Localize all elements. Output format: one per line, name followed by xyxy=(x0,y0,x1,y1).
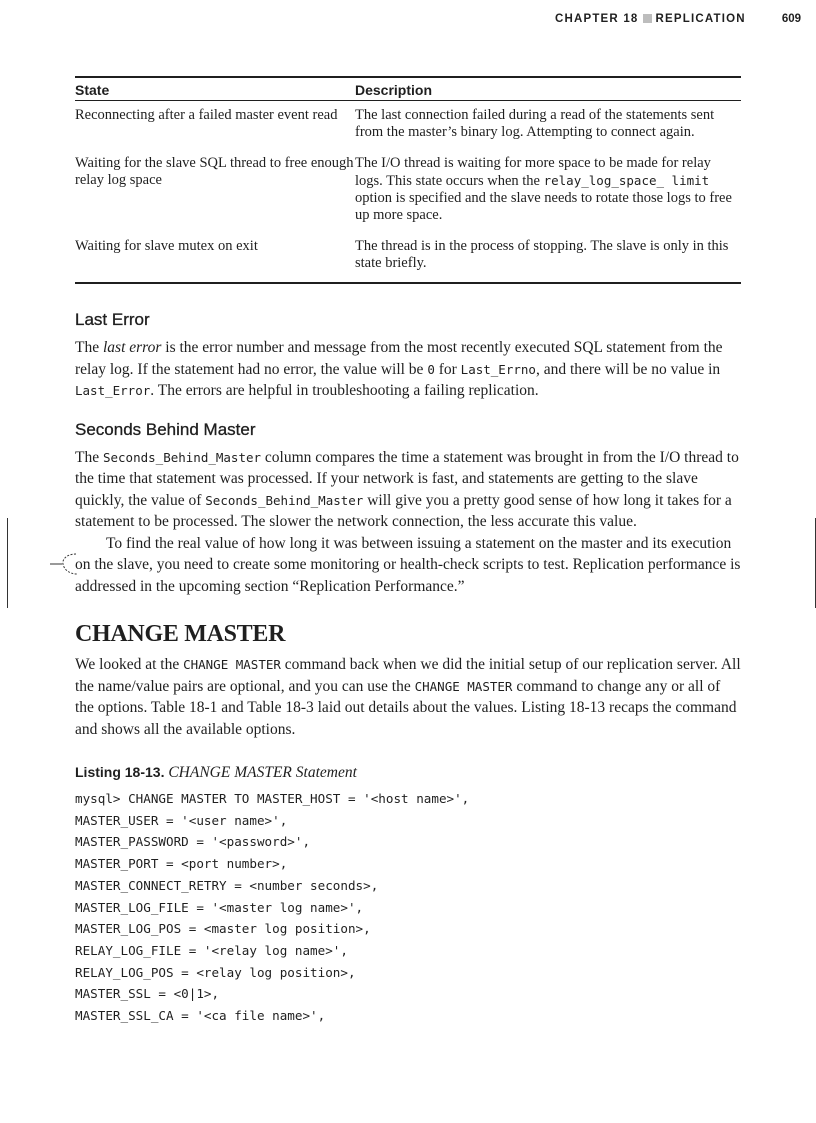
page-number: 609 xyxy=(781,13,801,25)
code-line: MASTER_LOG_FILE = '<master log name>', xyxy=(75,899,364,915)
listing-label: Listing 18-13. xyxy=(75,764,165,780)
code-line: MASTER_SSL = <0|1>, xyxy=(75,986,220,1002)
seconds-behind-paragraph: The Seconds_Behind_Master column compares the time a statement was brought in from the I/O thread to the time that statement was processed. If your network is fast, and statements are getting to the slave quickly, the value of Seconds_Behind_Master will give you a pretty good sense of how long it takes for a statement to be processed. The slower the network connection, the less accurate this value. xyxy=(75,448,739,530)
code-line: RELAY_LOG_POS = <relay log position>, xyxy=(75,964,356,980)
code-line: MASTER_LOG_POS = <master log position>, xyxy=(75,921,371,937)
change-master-paragraph: We looked at the CHANGE MASTER command back when we did the initial setup of our replication server. All the name/value pairs are optional, and you can use the CHANGE MASTER command to change any or all of the options. Table 18-1 and Table 18-3 laid out details about the values. Listing 18-13 recaps the command and shows all the available options. xyxy=(75,656,741,738)
chapter-label: CHAPTER 18 xyxy=(554,13,639,25)
description-cell: The thread is in the process of stopping. The slave is only in this state briefly. xyxy=(355,232,741,283)
last-error-paragraph: The last error is the error number and message from the most recently executed SQL statement from the relay log. If the statement had no error, the value will be 0 for Last_Errno, and there will be no value in Last_Error. The errors are helpful in troubleshooting a failing replication. xyxy=(75,339,723,399)
table-row xyxy=(75,101,741,150)
state-table xyxy=(75,76,741,284)
square-bullet-icon xyxy=(643,14,652,23)
code-line: RELAY_LOG_FILE = '<relay log name>', xyxy=(75,942,348,958)
table-row xyxy=(75,149,741,232)
code-listing xyxy=(75,788,741,1027)
code-line: MASTER_PASSWORD = '<password>', xyxy=(75,834,311,850)
column-header-description: Description xyxy=(355,77,741,101)
change-master-heading: CHANGE MASTER xyxy=(75,621,286,647)
code-line: mysql> CHANGE MASTER TO MASTER_HOST = '<host name>', xyxy=(75,791,470,806)
seconds-behind-master-heading: Seconds Behind Master xyxy=(75,419,256,439)
table-row xyxy=(75,232,741,283)
left-margin-bar xyxy=(7,518,8,608)
listing-caption xyxy=(75,764,741,782)
state-cell: Waiting for slave mutex on exit xyxy=(75,232,355,283)
state-cell: Reconnecting after a failed master event read xyxy=(75,107,338,123)
listing-title: CHANGE MASTER Statement xyxy=(168,764,357,781)
code-line: MASTER_USER = '<user name>', xyxy=(75,812,288,828)
state-cell: Waiting for the slave SQL thread to free enough relay log space xyxy=(75,155,354,188)
description-cell: The I/O thread is waiting for more space to be made for relay logs. This state occurs when the relay_log_space_ limit option is specified and the slave needs to rotate those logs to free up more space. xyxy=(355,155,732,223)
running-header xyxy=(0,13,801,25)
column-header-state: State xyxy=(75,77,355,101)
seconds-behind-paragraph-2: To find the real value of how long it was between issuing a statement on the master and its execution on the slave, you need to create some monitoring or health-check scripts to test. Replication performance is addressed in the upcoming section “Replication Performance.” xyxy=(75,534,741,595)
code-line: MASTER_CONNECT_RETRY = <number seconds>, xyxy=(75,877,379,893)
description-cell: The last connection failed during a read of the statements sent from the master’s binary log. Attempting to connect again. xyxy=(355,107,715,140)
code-line: MASTER_SSL_CA = '<ca file name>', xyxy=(75,1008,326,1024)
section-label: REPLICATION xyxy=(655,13,746,25)
last-error-heading: Last Error xyxy=(75,310,150,329)
inline-code: relay_log_space_ limit xyxy=(543,173,710,188)
code-line: MASTER_PORT = <port number>, xyxy=(75,856,288,872)
